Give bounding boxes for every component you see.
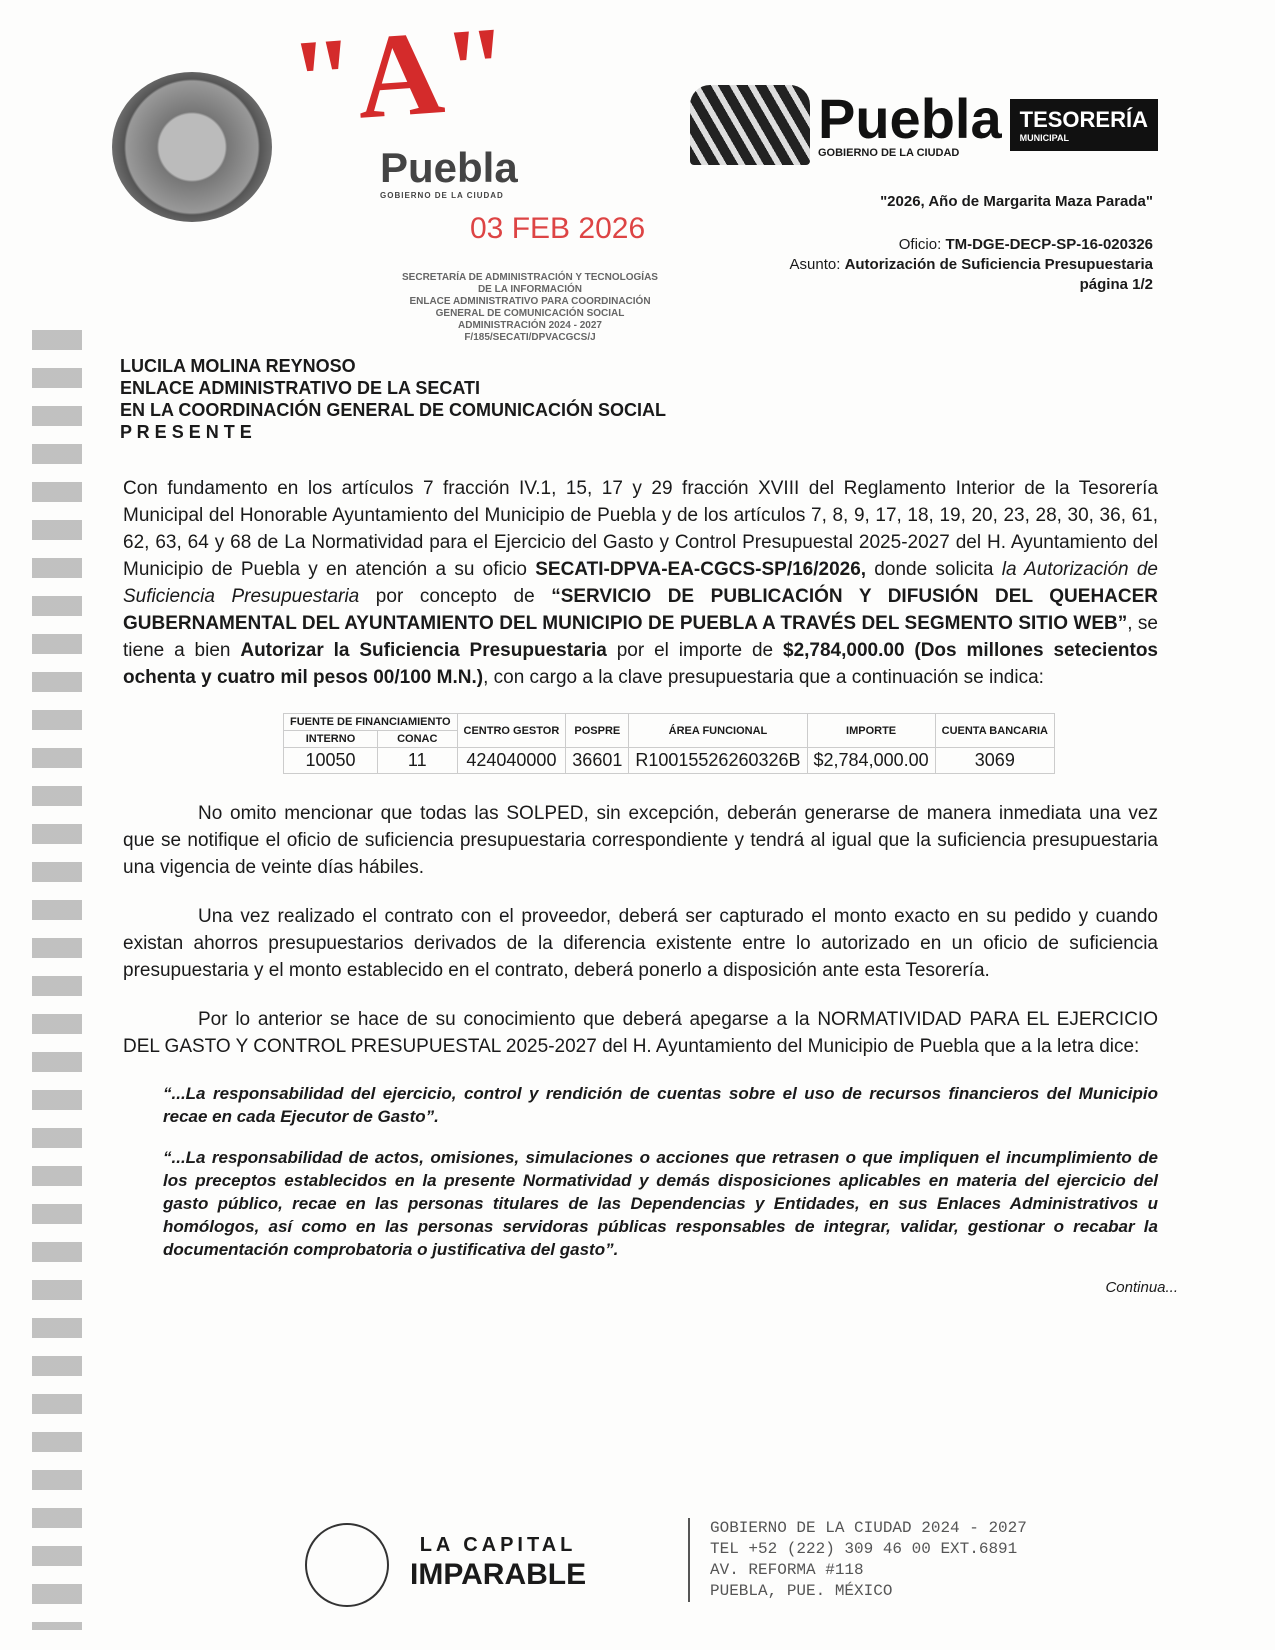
paragraph-3: Una vez realizado el contrato con el proveedor, deberá ser capturado el monto exacto en su pedido y cuando existan ahorros presupuestarios derivados de la diferencia existente entre lo autorizado en un oficio de suficiencia presupuestaria y el monto establecido en el contrato, deberá ponerlo a disposición ante esta Tesorería.	[123, 906, 1158, 981]
continua-text: Continua...	[1105, 1279, 1178, 1296]
table-row: 10050 11 424040000 36601 R10015526260326B $2,784,000.00 3069	[284, 748, 1055, 774]
paragraph-2: No omito mencionar que todas las SOLPED, sin excepción, deberán generarse de manera inmediata una vez que se notifique el oficio de suficiencia presupuestaria correspondiente y tendrá al igual que la suficiencia presupuestaria una vigencia de veinte días hábiles.	[123, 803, 1158, 878]
footer-address: GOBIERNO DE LA CIUDAD 2024 - 2027 TEL +52 (222) 309 46 00 EXT.6891 AV. REFORMA #118 PUEBLA, PUE. MÉXICO	[688, 1518, 1027, 1602]
municipal-seal	[112, 72, 272, 222]
red-handwritten-mark: "A"	[285, 0, 515, 149]
year-motto: "2026, Año de Margarita Maza Parada"	[880, 193, 1153, 210]
received-stamp-date: 03 FEB 2026	[470, 212, 646, 245]
letter-body	[123, 475, 1178, 1296]
puebla-emblem-icon	[690, 85, 810, 165]
paragraph-4: Por lo anterior se hace de su conocimiento que deberá apegarse a la NORMATIVIDAD PARA EL EJERCICIO DEL GASTO Y CONTROL PRESUPUESTAL 2025-2027 del H. Ayuntamiento del Municipio de Puebla que a la letra dice:	[123, 1009, 1158, 1057]
received-stamp-text: SECRETARÍA DE ADMINISTRACIÓN Y TECNOLOGÍAS DE LA INFORMACIÓN ENLACE ADMINISTRATIVO PARA COORDINACIÓN GENERAL DE COMUNICACIÓN SOCIAL ADMINISTRACIÓN 2024 - 2027 F/185/SECATI/DPVACGCS/J	[402, 272, 658, 343]
paragraph-1: Con fundamento en los artículos 7 fracción IV.1, 15, 17 y 29 fracción XVIII del Reglamento Interior de la Tesorería Municipal del Honorable Ayuntamiento del Municipio de Puebla y de los artículos 7, 8, 9, 17, 18, 19, 20, 23, 28, 30, 36, 61, 62, 63, 64 y 68 de La Normatividad para el Ejercicio del Gasto y Control Presupuestal 2025-2027 del H. Ayuntamiento del Municipio de Puebla y en atención a su oficio SECATI-DPVA-EA-CGCS-SP/16/2026, donde solicita la Autorización de Suficiencia Presupuestaria por concepto de “SERVICIO DE PUBLICACIÓN Y DIFUSIÓN DEL QUEHACER GUBERNAMENTAL DEL AYUNTAMIENTO DEL MUNICIPIO DE PUEBLA A TRAVÉS DEL SEGMENTO SITIO WEB”, se tiene a bien Autorizar la Suficiencia Presupuestaria por el importe de $2,784,000.00 (Dos millones setecientos ochenta y cuatro mil pesos 00/100 M.N.), con cargo a la clave presupuestaria que a continuación se indica:	[123, 478, 1158, 688]
received-stamp-logo: Puebla GOBIERNO DE LA CIUDAD	[380, 144, 518, 200]
la-capital-imparable-logo: LA CAPITAL IMPARABLE	[410, 1534, 587, 1591]
puebla-tesoreria-logo: Puebla GOBIERNO DE LA CIUDAD TESORERÍA MUNICIPAL	[690, 85, 1158, 165]
budget-table: FUENTE DE FINANCIAMIENTO CENTRO GESTOR POSPRE ÁREA FUNCIONAL IMPORTE CUENTA BANCARIA INTERNO CONAC 10050 11 424040000 36601 R10015526260326B $2,784,000.00 3069	[283, 713, 1055, 774]
decorative-border	[32, 330, 82, 1630]
oficio-block: Oficio: TM-DGE-DECP-SP-16-020326 Asunto: Autorización de Suficiencia Presupuestaria página 1/2	[789, 236, 1153, 293]
quote-1: “...La responsabilidad del ejercicio, control y rendición de cuentas sobre el uso de recursos financieros del Municipio recae en cada Ejecutor de Gasto”.	[163, 1084, 1158, 1126]
addressee: LUCILA MOLINA REYNOSO ENLACE ADMINISTRATIVO DE LA SECATI EN LA COORDINACIÓN GENERAL DE COMUNICACIÓN SOCIAL P R E S E N T E	[120, 356, 667, 442]
quote-2: “...La responsabilidad de actos, omisiones, simulaciones o acciones que retrasen o que impliquen el incumplimiento de los preceptos establecidos en la presente Normatividad y demás disposiciones aplicables en materia del ejercicio del gasto público, recae en las personas titulares de las Dependencias y Entidades, en sus Enlaces Administrativos u homólogos, así como en las personas servidoras públicas responsables de integrar, validar, gestionar o recabar la documentación comprobatoria o justificativa del gasto”.	[163, 1148, 1158, 1259]
certification-seal	[305, 1523, 389, 1607]
